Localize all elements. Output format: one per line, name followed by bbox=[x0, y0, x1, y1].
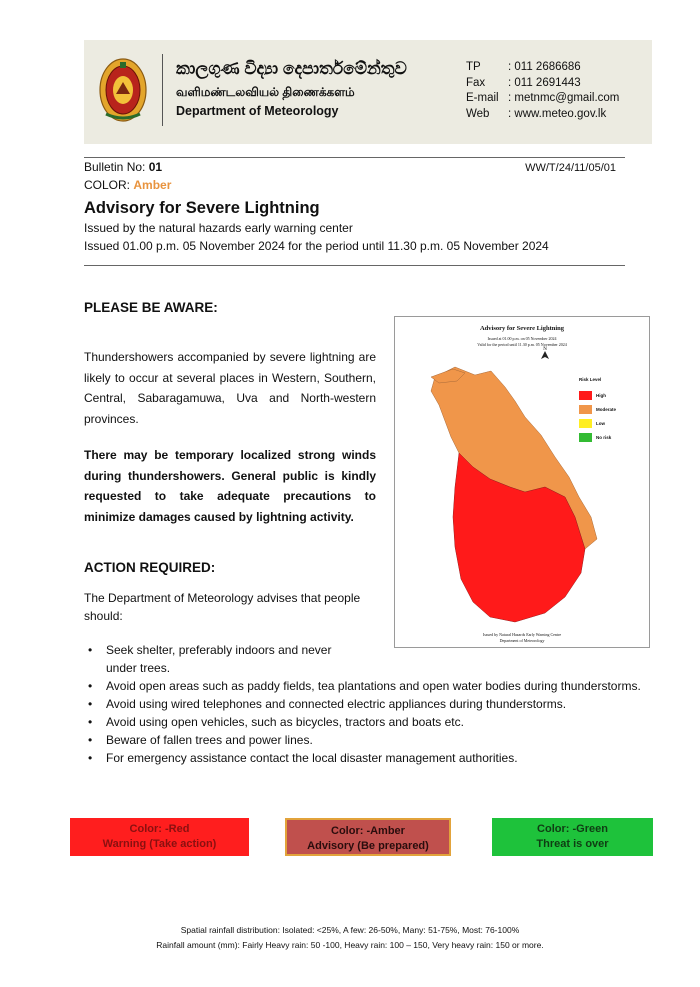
map-issued: Issued at 01.00 p.m. on 05 November 2024 bbox=[487, 336, 557, 341]
legend-item bbox=[579, 388, 616, 402]
legend-swatch bbox=[579, 405, 592, 414]
precaution-paragraph: There may be temporary localized strong winds during thundershowers. General public is kindly requested to take adequate precautions to minimize damages caused by lightning activity. bbox=[84, 448, 376, 524]
contact-label: E-mail bbox=[466, 92, 499, 104]
department-title-tamil: வளிமண்டலவியல் திணைக்களம் bbox=[176, 85, 355, 99]
footer-rainfall-amount: Rainfall amount (mm): Fairly Heavy rain: 50 -100, Heavy rain: 100 – 150, Very heavy rain: 150 or more. bbox=[156, 940, 544, 950]
legend-label: Low bbox=[596, 420, 605, 426]
footer-spatial-distribution: Spatial rainfall distribution: Isolated: <25%, A few: 26-50%, Many: 51-75%, Most: 76-100% bbox=[180, 925, 520, 935]
bulletin-number: Bulletin No: 01 bbox=[84, 160, 163, 174]
north-arrow-icon bbox=[541, 351, 549, 359]
contact-website[interactable]: : www.meteo.gov.lk bbox=[508, 107, 607, 120]
color-box-description: Threat is over bbox=[536, 838, 609, 850]
color-box-description: Warning (Take action) bbox=[102, 838, 217, 850]
action-intro: The Department of Meteorology advises that people should: bbox=[84, 591, 361, 623]
divider bbox=[84, 157, 625, 158]
contact-phone: : 011 2686686 bbox=[508, 61, 581, 73]
map-footer: Department of Meteorology bbox=[499, 638, 545, 643]
legend-label: No risk bbox=[596, 434, 612, 440]
divider bbox=[84, 265, 625, 266]
map-legend bbox=[579, 377, 616, 444]
list-item: • For emergency assistance contact the local disaster management authorities. bbox=[84, 749, 644, 767]
bulletin-reference: WW/T/24/11/05/01 bbox=[525, 162, 616, 174]
contact-label: Fax bbox=[466, 76, 486, 89]
list-item: • Beware of fallen trees and power lines. bbox=[84, 731, 644, 749]
list-item: • Seek shelter, preferably indoors and never under trees. bbox=[84, 641, 356, 677]
color-box-red bbox=[70, 818, 249, 856]
list-item: • Avoid open areas such as paddy fields, tea plantations and open water bodies during thunderstorms. bbox=[84, 677, 644, 695]
color-box-description: Advisory (Be prepared) bbox=[307, 840, 429, 852]
color-box-amber bbox=[285, 818, 451, 856]
contact-details bbox=[466, 60, 619, 122]
list-item: • Avoid using open vehicles, such as bicycles, tractors and boats etc. bbox=[84, 713, 644, 731]
advisory-title: Advisory for Severe Lightning bbox=[84, 199, 320, 217]
bulletin-color: COLOR: Amber bbox=[84, 178, 172, 192]
list-item: • Avoid using wired telephones and connected electric appliances during thunderstorms. bbox=[84, 695, 644, 713]
contact-email[interactable]: : metnmc@gmail.com bbox=[508, 92, 620, 104]
legend-label: Moderate bbox=[596, 406, 617, 412]
color-box-title: Color: -Green bbox=[537, 823, 608, 835]
legend-title: Risk Level bbox=[579, 377, 602, 382]
sri-lanka-emblem-icon bbox=[98, 56, 148, 124]
map-footer: Issued by Natural Hazards Early Warning Centre bbox=[482, 632, 562, 637]
map-valid: Valid for the period until 11.30 p.m. 05 November 2024 bbox=[477, 342, 567, 347]
header-divider bbox=[162, 54, 163, 126]
action-required-heading: ACTION REQUIRED: bbox=[84, 560, 216, 575]
legend-item bbox=[579, 402, 616, 416]
color-box-title: Color: -Amber bbox=[331, 825, 405, 837]
color-box-green bbox=[492, 818, 653, 856]
aware-paragraph: Thundershowers accompanied by severe lightning are likely to occur at several places in Western, Southern, Central, Sabaragamuwa, Uva and North-western provinces. bbox=[84, 350, 376, 426]
map-title: Advisory for Severe Lightning bbox=[479, 325, 565, 332]
issued-period: Issued 01.00 p.m. 05 November 2024 for the period until 11.30 p.m. 05 November 2024 bbox=[84, 239, 549, 253]
action-list bbox=[84, 641, 644, 767]
department-title-english: Department of Meteorology bbox=[176, 104, 339, 118]
contact-label: Web bbox=[466, 107, 490, 120]
contact-fax: : 011 2691443 bbox=[508, 76, 581, 89]
contact-label: TP bbox=[466, 61, 481, 73]
letterhead bbox=[84, 40, 652, 144]
legend-item bbox=[579, 416, 616, 430]
legend-item bbox=[579, 430, 616, 444]
issued-by: Issued by the natural hazards early warning center bbox=[84, 221, 353, 235]
please-be-aware-heading: PLEASE BE AWARE: bbox=[84, 300, 218, 315]
color-box-title: Color: -Red bbox=[129, 823, 190, 835]
risk-map bbox=[394, 316, 650, 648]
legend-label: High bbox=[596, 392, 606, 398]
department-title-sinhala: කාලගුණ විද්‍යා දෙපාර්තමේන්තුව bbox=[176, 59, 407, 78]
sri-lanka-map bbox=[395, 317, 649, 647]
legend-swatch bbox=[579, 433, 592, 442]
north-label: N bbox=[543, 347, 547, 352]
legend-swatch bbox=[579, 419, 592, 428]
legend-swatch bbox=[579, 391, 592, 400]
